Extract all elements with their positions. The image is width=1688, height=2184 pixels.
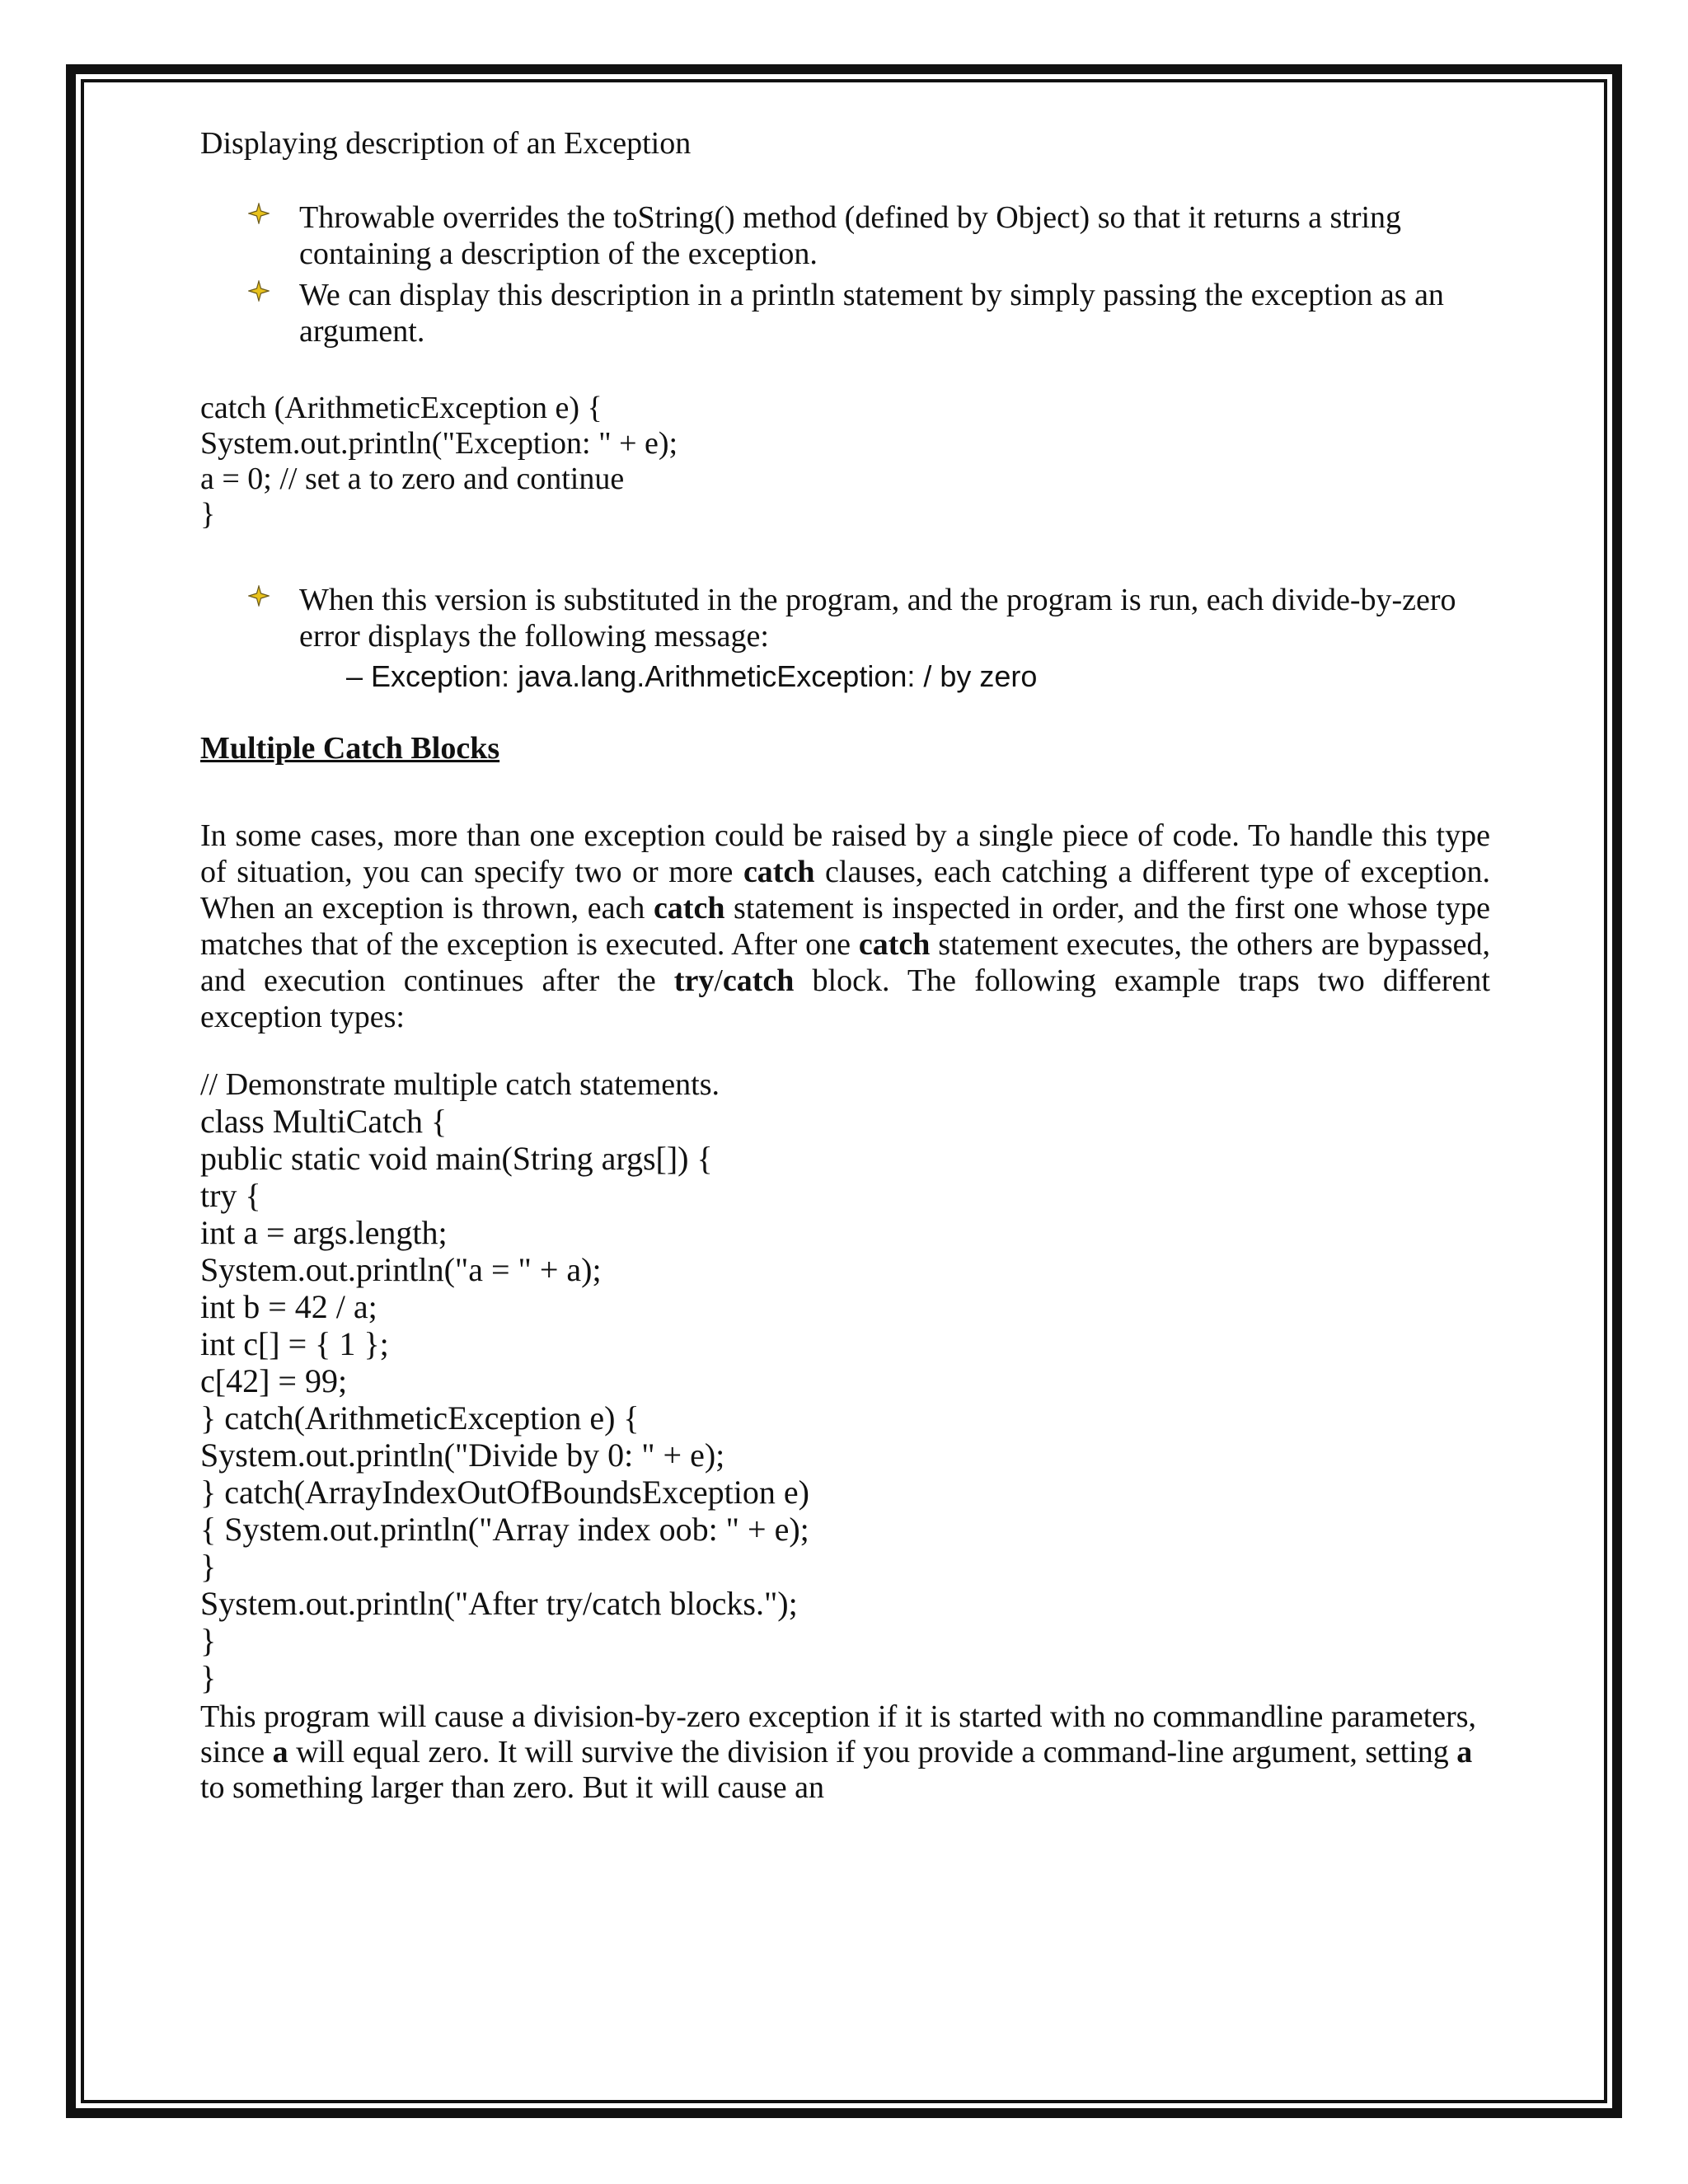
document-body	[200, 124, 1490, 1837]
program-listing	[200, 1066, 1490, 1696]
bullet-text: When this version is substituted in the program, and the program is run, each divide-by-zero error displays the following message:	[299, 583, 1456, 654]
bullet-list-run	[200, 582, 1490, 654]
code-line: System.out.println("a = " + a);	[200, 1251, 602, 1288]
code-line: a = 0; // set a to zero and continue	[200, 462, 625, 496]
bullet-item	[200, 277, 1490, 349]
code-line: try {	[200, 1177, 261, 1214]
paragraph-intro: In some cases, more than one exception could be raised by a single piece of code. To handle this type of situation, you can specify two or more catch clauses, each catching a different type of exception. When an exception is thrown, each catch statement is inspected in order, and the first one whose type matches that of the exception is executed. After one catch statement executes, the others are bypassed, and execution continues after the try/catch block. The following example traps two different exception types:	[200, 818, 1491, 1034]
code-line: class MultiCatch {	[200, 1103, 448, 1140]
code-line: int c[] = { 1 };	[200, 1325, 389, 1362]
code-line: }	[200, 1659, 217, 1696]
bullet-text: Throwable overrides the toString() method (defined by Object) so that it returns a string containing a description of the exception.	[299, 200, 1402, 271]
code-line: System.out.println("Divide by 0: " + e);	[200, 1436, 725, 1474]
code-line: }	[200, 1622, 217, 1659]
paragraph-closing: This program will cause a division-by-zero exception if it is started with no commandline parameters, since a will equal zero. It will survive the division if you provide a command-line argument, setting a to something larger than zero. But it will cause an	[200, 1699, 1477, 1805]
bullet-list-top	[200, 199, 1490, 349]
code-line: }	[200, 497, 216, 532]
code-line: c[42] = 99;	[200, 1362, 348, 1399]
bullet-item	[200, 199, 1490, 272]
heading-multiple-catch: Multiple Catch Blocks	[200, 731, 500, 766]
exception-message: – Exception: java.lang.ArithmeticException: / by zero	[346, 659, 1038, 693]
code-line: }	[200, 1548, 217, 1585]
code-line: public static void main(String args[]) {	[200, 1140, 713, 1177]
code-line: int a = args.length;	[200, 1214, 448, 1251]
star-bullet-icon	[248, 585, 270, 607]
code-line: { System.out.println("Array index oob: " + e);	[200, 1511, 809, 1548]
code-line: catch (ArithmeticException e) {	[200, 391, 603, 425]
code-line: System.out.println("After try/catch blocks.");	[200, 1585, 798, 1622]
code-line: System.out.println("Exception: " + e);	[200, 426, 678, 461]
code-snippet	[200, 391, 1490, 532]
code-line: int b = 42 / a;	[200, 1288, 377, 1325]
bullet-text: We can display this description in a println statement by simply passing the exception as an argument.	[299, 278, 1444, 349]
code-line: // Demonstrate multiple catch statements.	[200, 1067, 720, 1102]
star-bullet-icon	[248, 203, 270, 224]
code-line: } catch(ArrayIndexOutOfBoundsException e)	[200, 1474, 809, 1511]
star-bullet-icon	[248, 280, 270, 302]
code-line: } catch(ArithmeticException e) {	[200, 1399, 640, 1436]
section-title: Displaying description of an Exception	[200, 126, 692, 161]
bullet-item	[200, 582, 1490, 654]
